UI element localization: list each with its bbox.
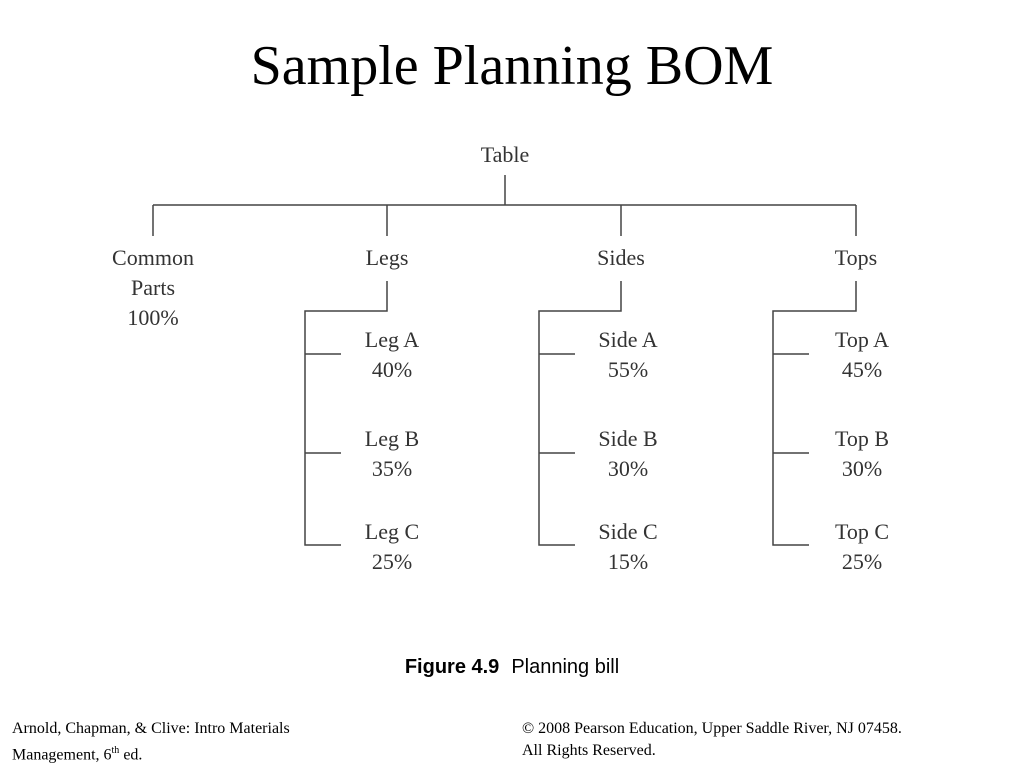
footer-citation-sup: th bbox=[111, 745, 120, 756]
footer-copyright-line2: All Rights Reserved. bbox=[522, 742, 656, 759]
top-a-name: Top A bbox=[834, 327, 890, 352]
node-side-a bbox=[568, 325, 688, 385]
slide-title: Sample Planning BOM bbox=[250, 35, 774, 97]
top-c-pct: 25% bbox=[841, 549, 883, 574]
figure-caption-text: Planning bill bbox=[511, 656, 620, 678]
node-common-line1: Common bbox=[112, 245, 194, 270]
side-c-pct: 15% bbox=[607, 549, 649, 574]
footer-citation-edition: Management, 6 bbox=[12, 746, 112, 764]
leg-b-name: Leg B bbox=[364, 426, 420, 451]
top-b-pct: 30% bbox=[841, 456, 883, 481]
footer-citation-ed: ed. bbox=[119, 746, 143, 764]
side-b-pct: 30% bbox=[607, 456, 649, 481]
leg-c-pct: 25% bbox=[371, 549, 413, 574]
footer-copyright-line1: © 2008 Pearson Education, Upper Saddle River, NJ 07458. bbox=[522, 720, 902, 737]
node-legs-label: Legs bbox=[365, 245, 409, 270]
node-common-pct: 100% bbox=[127, 305, 179, 330]
node-top-b bbox=[802, 424, 922, 484]
node-legs bbox=[327, 243, 447, 273]
side-a-name: Side A bbox=[598, 327, 658, 352]
node-common-line2: Parts bbox=[131, 275, 175, 300]
footer-citation-line1: Arnold, Chapman, & Clive: Intro Materials bbox=[12, 720, 290, 737]
tops-branch-line bbox=[773, 281, 856, 545]
top-b-name: Top B bbox=[834, 426, 890, 451]
node-tops bbox=[796, 243, 916, 273]
node-top-a bbox=[802, 325, 922, 385]
node-top-c bbox=[802, 517, 922, 577]
leg-c-name: Leg C bbox=[364, 519, 420, 544]
node-side-c bbox=[568, 517, 688, 577]
footer-citation-line2 bbox=[12, 740, 432, 766]
node-tops-label: Tops bbox=[834, 245, 878, 270]
sides-branch-line bbox=[539, 281, 621, 545]
top-a-pct: 45% bbox=[841, 357, 883, 382]
side-b-name: Side B bbox=[598, 426, 658, 451]
footer-copyright bbox=[522, 718, 1017, 762]
side-a-pct: 55% bbox=[607, 357, 649, 382]
figure-caption bbox=[0, 656, 1024, 679]
node-sides-label: Sides bbox=[597, 245, 645, 270]
leg-a-name: Leg A bbox=[364, 327, 420, 352]
node-sides bbox=[561, 243, 681, 273]
node-leg-c bbox=[332, 517, 452, 577]
node-side-b bbox=[568, 424, 688, 484]
figure-label: Figure 4.9 bbox=[404, 656, 500, 678]
node-table bbox=[445, 140, 565, 170]
legs-branch-line bbox=[305, 281, 387, 545]
leg-a-pct: 40% bbox=[371, 357, 413, 382]
footer-citation bbox=[12, 718, 432, 766]
top-c-name: Top C bbox=[834, 519, 890, 544]
side-c-name: Side C bbox=[598, 519, 658, 544]
node-common-parts bbox=[83, 243, 223, 333]
node-leg-b bbox=[332, 424, 452, 484]
node-leg-a bbox=[332, 325, 452, 385]
leg-b-pct: 35% bbox=[371, 456, 413, 481]
node-table-label: Table bbox=[480, 142, 530, 167]
